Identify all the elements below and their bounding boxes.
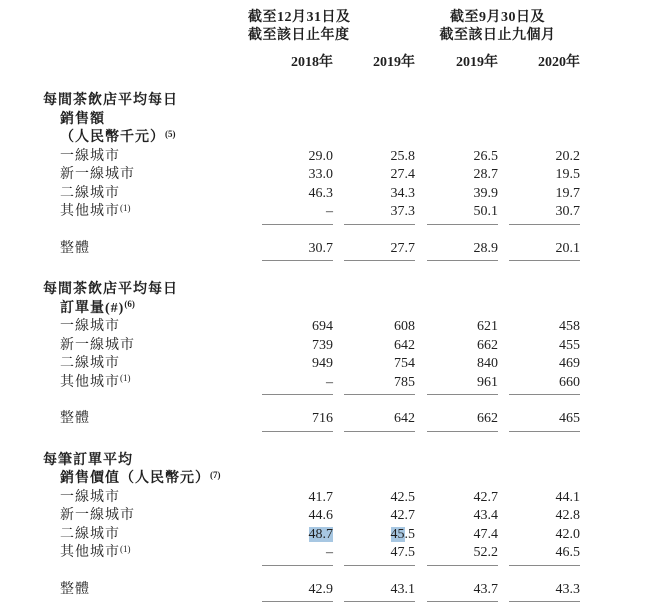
row-label: 其他城市$^{(1)}$: [60, 202, 131, 219]
year-column-header: 2020年: [538, 55, 580, 70]
cell-value: 642: [394, 337, 415, 353]
cell-value: [498, 581, 580, 603]
period-header-annual: [248, 9, 415, 45]
cell-value: 26.5: [473, 148, 498, 164]
cell-value: 44.1: [555, 489, 580, 505]
cell-value: 42.5: [390, 489, 415, 505]
column-rule: 43.1: [344, 581, 415, 603]
cell-value: [415, 374, 498, 396]
cell-value: 33.0: [308, 167, 333, 182]
period-header-line: 截至該日止九個月: [439, 28, 556, 43]
cell-value: 19.5: [555, 167, 580, 182]
total-label: 整體: [60, 411, 90, 426]
row-label: 一線城市: [60, 148, 120, 164]
cell-value: 34.3: [390, 185, 415, 201]
column-rule: 642: [344, 410, 415, 432]
column-rule: 30.7: [262, 240, 333, 262]
cell-value: [248, 374, 333, 396]
cell-value: 47.4: [473, 526, 498, 542]
section-avg-daily-sales-per-shop: [43, 92, 651, 261]
cell-value: [498, 203, 580, 225]
cell-value: 949: [312, 356, 333, 371]
cell-value: [333, 374, 415, 396]
cell-value: 42.0: [555, 526, 580, 542]
cell-value: [415, 203, 498, 225]
cell-value: [248, 410, 333, 432]
table-row: [43, 148, 651, 167]
cell-value: 455: [559, 337, 580, 353]
cell-value: 42.7: [390, 508, 415, 523]
column-rule: 42.9: [262, 581, 333, 603]
column-rule: 27.7: [344, 240, 415, 262]
column-rule: 37.3: [344, 203, 415, 225]
table-row: [43, 355, 651, 374]
cell-value: [333, 203, 415, 225]
column-rule: 465: [509, 410, 580, 432]
table-row: [43, 337, 651, 356]
footnote-superscript: (5): [165, 128, 176, 139]
cell-value: [498, 240, 580, 262]
section-title-line: 銷售額: [60, 111, 105, 127]
cell-value: [248, 526, 333, 545]
cell-value: 754: [394, 356, 415, 371]
total-label: 整體: [60, 240, 90, 256]
row-label: 二線城市: [60, 356, 120, 371]
cell-value: 694: [312, 319, 333, 334]
footnote-superscript: (7): [210, 469, 221, 480]
total-row: [43, 581, 651, 603]
cell-value: 662: [477, 337, 498, 353]
period-header-row: [43, 9, 651, 45]
column-rule: 20.1: [509, 240, 580, 262]
cell-value: [248, 203, 333, 225]
table-row: [43, 185, 651, 204]
table-header: [43, 9, 651, 72]
column-rule: 43.3: [509, 581, 580, 603]
footnote-superscript: (1): [120, 202, 131, 213]
total-row: [43, 410, 651, 432]
column-rule: 28.9: [427, 240, 498, 262]
cell-value: [333, 544, 415, 566]
cell-value: 621: [477, 319, 498, 334]
column-rule: 961: [427, 374, 498, 396]
period-header-nine-months: [415, 9, 580, 45]
section-title-line: 訂單量(#)$^{(6)}$: [60, 299, 135, 316]
column-rule: 716: [262, 410, 333, 432]
column-rule: 47.5: [344, 544, 415, 566]
cell-value: [498, 544, 580, 566]
selection-highlight: 45: [390, 526, 405, 542]
column-rule: 785: [344, 374, 415, 396]
cell-value: 840: [477, 356, 498, 371]
cell-value: 42.7: [473, 489, 498, 505]
cell-value: 44.6: [308, 508, 333, 523]
cell-value: 469: [559, 356, 580, 371]
table-row: [43, 203, 651, 225]
row-label: 二線城市: [60, 526, 120, 542]
cell-value: 45.5: [390, 526, 415, 542]
period-header-line: 截至9月30日及: [450, 10, 545, 25]
column-rule: 50.1: [427, 203, 498, 225]
cell-value: [415, 410, 498, 432]
cell-value: [498, 410, 580, 432]
cell-value: 39.9: [473, 185, 498, 201]
column-rule: 52.2: [427, 544, 498, 566]
row-label: 其他城市$^{(1)}$: [60, 373, 131, 390]
cell-value: [333, 410, 415, 432]
section-title-line: 每間茶飲店平均每日: [43, 282, 178, 297]
row-label: 新一線城市: [60, 508, 135, 523]
section-title-line: 銷售價值（人民幣元）$^{(7)}$: [60, 469, 221, 486]
cell-value: 42.8: [555, 508, 580, 523]
section-title-line: （人民幣千元）$^{(5)}$: [60, 128, 176, 145]
total-label: 整體: [60, 581, 90, 597]
cell-value: 19.7: [555, 185, 580, 201]
row-label: 其他城市$^{(1)}$: [60, 543, 131, 560]
column-rule: 30.7: [509, 203, 580, 225]
cell-value: 608: [394, 319, 415, 334]
table-row: [43, 374, 651, 396]
cell-value: [415, 581, 498, 603]
table-row: [43, 318, 651, 337]
total-row: [43, 240, 651, 262]
column-rule: 46.5: [509, 544, 580, 566]
selection-highlight: 48.7: [308, 526, 333, 542]
year-header-row: [43, 54, 651, 72]
table-row: [43, 166, 651, 185]
cell-value: [248, 240, 333, 262]
cell-value: [498, 374, 580, 396]
table-row: [43, 489, 651, 508]
cell-value: [333, 581, 415, 603]
row-label: 一線城市: [60, 319, 120, 334]
cell-value: 28.7: [473, 167, 498, 182]
row-label: 新一線城市: [60, 337, 135, 353]
year-column-header: 2019年: [456, 55, 498, 70]
cell-value: 27.4: [390, 167, 415, 182]
cell-value: 29.0: [308, 148, 333, 164]
cell-value: 46.3: [308, 185, 333, 201]
cell-value: 43.4: [473, 508, 498, 523]
footnote-superscript: (6): [124, 299, 135, 309]
cell-value: [333, 240, 415, 262]
footnote-superscript: (1): [120, 373, 131, 383]
row-label: 新一線城市: [60, 167, 135, 182]
year-column-header: 2019年: [373, 55, 415, 70]
cell-value: 41.7: [308, 489, 333, 505]
table-row: [43, 544, 651, 566]
column-rule: 43.7: [427, 581, 498, 603]
section-title-line: 每筆訂單平均: [43, 452, 133, 468]
cell-value: [248, 544, 333, 566]
column-rule: –: [262, 374, 333, 396]
period-header-line: 截至該日止年度: [248, 28, 350, 43]
row-label: 二線城市: [60, 185, 120, 201]
column-rule: 660: [509, 374, 580, 396]
cell-value: [415, 544, 498, 566]
cell-value: 739: [312, 337, 333, 353]
cell-value: 25.8: [390, 148, 415, 164]
cell-value: 458: [559, 319, 580, 334]
section-avg-daily-orders-per-shop: [43, 281, 651, 432]
column-rule: –: [262, 203, 333, 225]
section-title-line: 每間茶飲店平均每日: [43, 93, 178, 108]
cell-value: [248, 581, 333, 603]
cell-value: [415, 240, 498, 262]
cell-value: 20.2: [555, 148, 580, 164]
table-row: [43, 526, 651, 545]
table-row: [43, 507, 651, 526]
column-rule: –: [262, 544, 333, 566]
period-header-line: 截至12月31日及: [248, 10, 351, 25]
column-rule: 662: [427, 410, 498, 432]
footnote-superscript: (1): [120, 543, 131, 554]
year-column-header: 2018年: [291, 55, 333, 70]
section-avg-sales-value-per-order: [43, 452, 651, 603]
row-label: 一線城市: [60, 489, 120, 505]
